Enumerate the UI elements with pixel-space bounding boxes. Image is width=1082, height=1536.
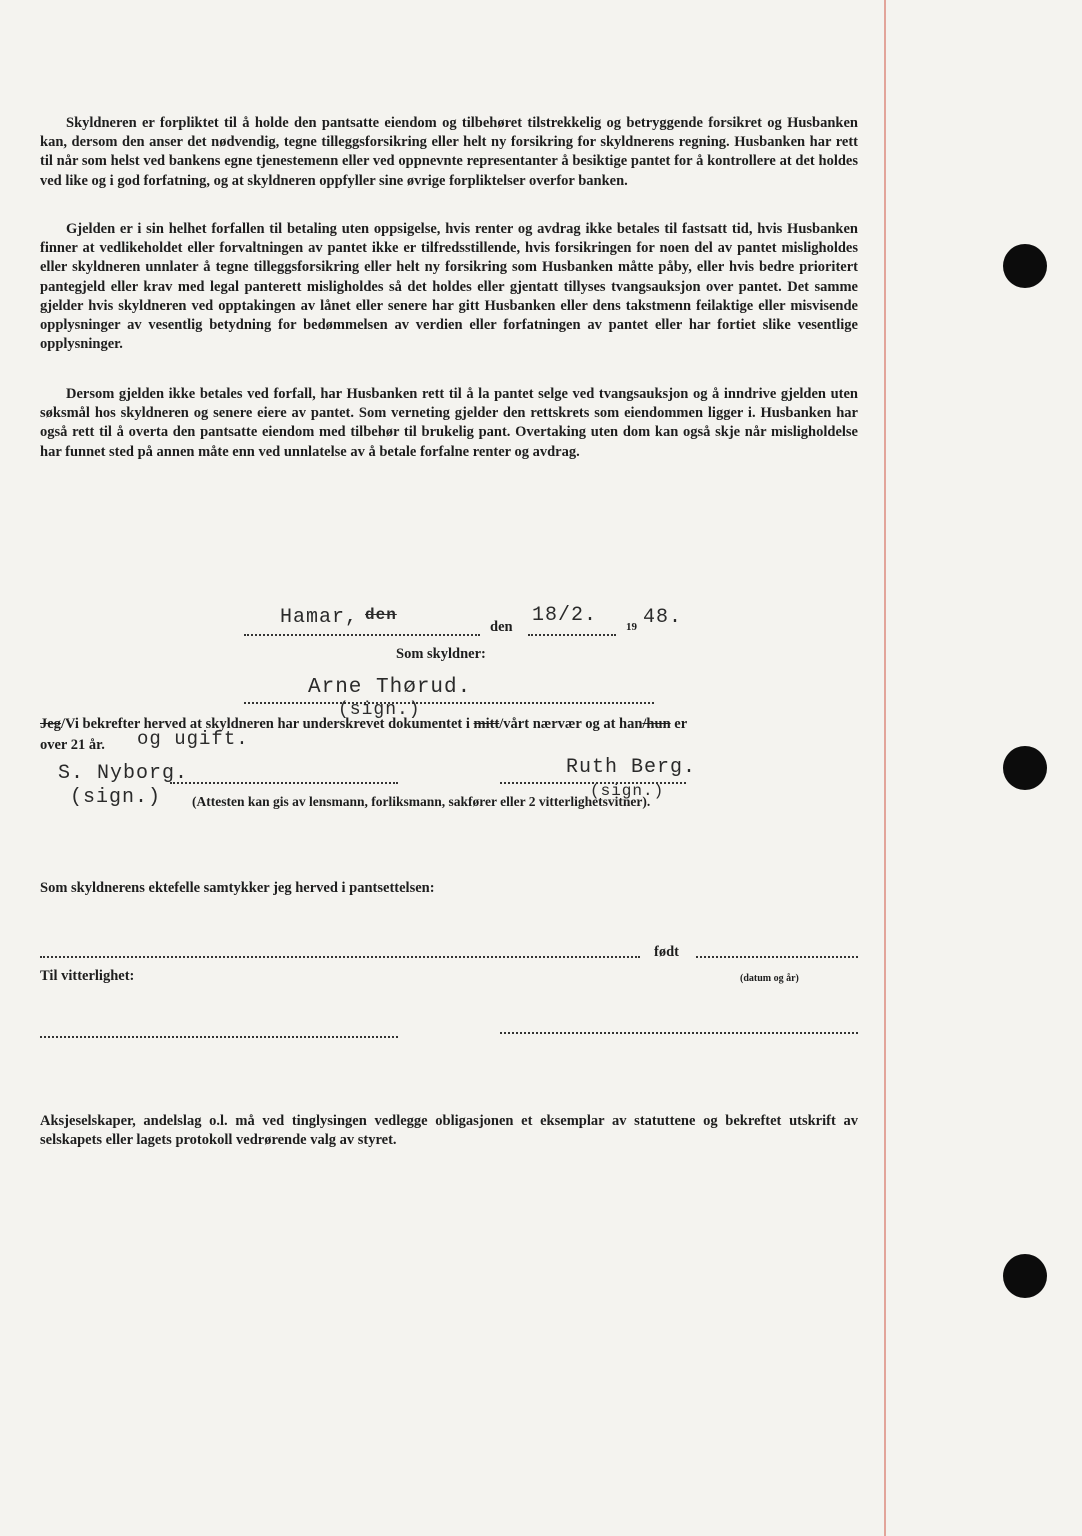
witness2-sign: (sign.) (590, 782, 665, 800)
witness2-name: Ruth Berg. (566, 756, 697, 779)
witness1-name: S. Nyborg. (58, 762, 189, 785)
footer-note (40, 1112, 858, 1150)
vitness2-dotted-line (500, 1032, 858, 1034)
spouse-sign-dotted-line (40, 956, 640, 958)
typed-addition: og ugift. (137, 728, 249, 750)
statement-text: /Vi bekrefter herved at skyldneren har underskrevet dokumentet i (60, 716, 474, 732)
statement-text: /vårt nærvær og at han (499, 716, 643, 732)
paragraph-foreclosure (40, 385, 858, 462)
witness1-sign: (sign.) (70, 786, 162, 809)
punch-hole-top (1003, 244, 1047, 288)
punch-hole-middle (1003, 746, 1047, 790)
vitness1-dotted-line (40, 1036, 398, 1038)
paragraph-text: Dersom gjelden ikke betales ved forfall, har Husbanken rett til å la pantet selge ved tvangsauksjon og å inndrive gjelden uten søksmål hos skyldneren og senere eiere av pantet. Som verneting gjelder den rettskrets som eiendommen ligger i. Husbanken har også rett til å overta den pantsatte eiendom med tilbehør til brukelig pant. Overtaking uten dom kan også skje når misligholdelse har funnet sted på annen måte enn ved unnlatelse av å betale forfalne renter og avdrag. (40, 386, 858, 460)
date-typed: 18/2. (532, 604, 598, 627)
witness-label: Til vitterlighet: (40, 968, 135, 984)
spouse-consent: Som skyldnerens ektefelle samtykker jeg herved i pantsettelsen: (40, 880, 435, 896)
debtor-name: Arne Thørud. (308, 676, 472, 699)
debtor-sign: (sign.) (338, 700, 421, 720)
punch-hole-bottom (1003, 1254, 1047, 1298)
struck-mitt: mitt (473, 716, 500, 732)
margin-rule (884, 0, 886, 1536)
debtor-dotted-line (244, 702, 654, 704)
attest-note: (Attesten kan gis av lensmann, forliksmann, sakfører eller 2 vitterlighetsvitner). (192, 794, 651, 809)
paragraph-text: Gjelden er i sin helhet forfallen til betaling uten oppsigelse, hvis renter og avdrag ikke betales til fastsatt tid, hvis Husbanken finner at vedlikeholdet eller forvaltningen av pantet ikke er tilfredsstillende, hvis forsikringen for noen del av pantet misligholdes eller skyldneren unnlater å tegne tilleggsforsikring eller helt ny forsikring som Husbanken måtte påby, eller hvis bedre prioritert pantegjeld eller krav med legal panterett misligholdes så det holdes eller gjentatt tillyses tvangsauksjon over pantet. Det samme gjelder hvis skyldneren ved opptakingen av lånet eller senere har gitt Husbanken eller dens takstmenn feilaktige eller misvisende opplysninger av vesentlig betydning for bedømmelsen av verdien eller forfatningen av pantet eller har fortiet slike vesentlige opplysninger. (40, 221, 858, 353)
struck-hun: /hun (642, 716, 671, 732)
footer-text: Aksjeselskaper, andelslag o.l. må ved tinglysingen vedlegge obligasjonen et eksemplar av statuttene og bekreftet utskrift av selskapets eller lagets protokoll vedrørende valg av styret. (40, 1113, 858, 1149)
debtor-label: Som skyldner: (396, 646, 486, 662)
statement-text: er (670, 716, 688, 732)
born-label: født (654, 944, 679, 960)
born-dotted-line (696, 956, 858, 958)
year-prefix: 19 (626, 621, 637, 633)
struck-jeg: Jeg (40, 716, 61, 732)
witness-statement-line2: over 21 år. (40, 737, 105, 753)
date-dotted-line (528, 634, 616, 636)
den-label: den (490, 619, 513, 635)
place-dotted-line (244, 634, 480, 636)
paragraph-text: Skyldneren er forpliktet til å holde den pantsatte eiendom og tilbehøret tilstrekkelig og betryggende forsikret og Husbanken kan, dersom den anser det nødvendig, tegne tilleggsforsikring eller helt ny forsikring for skyldnerens regning. Husbanken har rett til når som helst ved bankens egne tjenestemenn eller ved oppnevnte representanter å besiktige pantet for å kontrollere at det holdes ved like og i god forfatning, og at skyldneren oppfyller sine øvrige forpliktelser overfor banken. (40, 115, 858, 189)
paragraph-insurance (40, 114, 858, 191)
year-typed: 48. (643, 606, 683, 629)
witness1-dotted-line (170, 782, 398, 784)
struck-word: den (365, 606, 397, 624)
place-typed: Hamar, (280, 606, 359, 629)
paragraph-default (40, 220, 858, 354)
date-hint: (datum og år) (740, 973, 799, 984)
